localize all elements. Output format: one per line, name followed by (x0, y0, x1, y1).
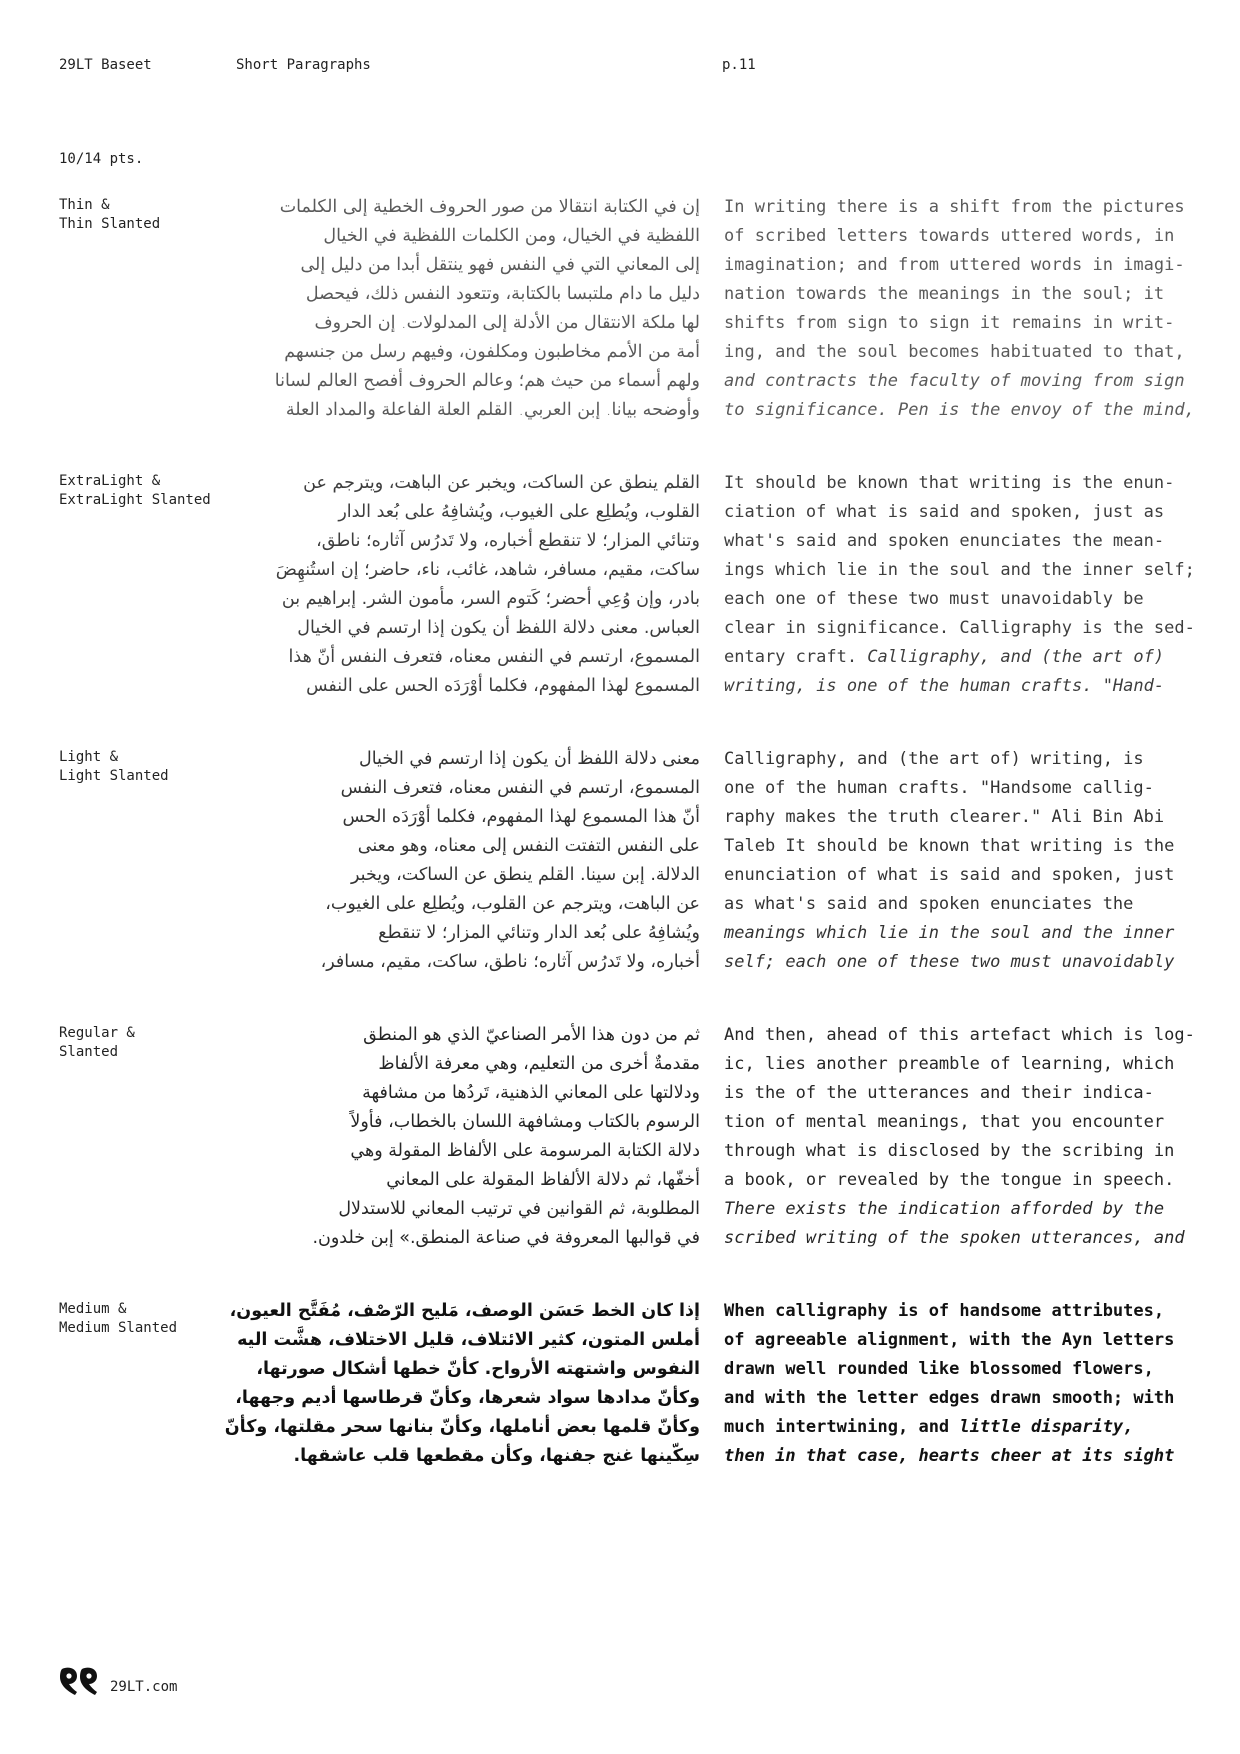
english-line: imagination; and from uttered words in imagi- (724, 255, 1185, 275)
english-sample-thin (724, 193, 1194, 425)
english-line: through what is disclosed by the scribing in (724, 1141, 1175, 1161)
arabic-line: على النفس التفتت النفس إلى معناه، وهو معنى (357, 836, 700, 856)
weight-label-line1: Regular & (59, 1025, 135, 1041)
english-line: of scribed letters towards uttered words, in (724, 226, 1175, 246)
arabic-line: ولهم أسماء من حيث هم؛ وعالم الحروف أفصح العالم لسانا (274, 371, 700, 391)
english-line: tion of mental meanings, that you encounter (724, 1112, 1165, 1132)
arabic-line: العباس. معنى دلالة اللفظ أن يكون إذا ارتسم في الخيال (297, 618, 700, 638)
arabic-line: أنّ هذا المسموع لهذا المفهوم، فكلما أوْرَدَه الحس (342, 807, 700, 827)
font-name: 29LT Baseet (59, 57, 152, 73)
english-line: Taleb It should be known that writing is the (724, 836, 1175, 856)
english-italic-line: and contracts the faculty of moving from sign (724, 371, 1185, 391)
arabic-line: عن الباهت، ويترجم عن القلوب، ويُطلِع على الغيوب، (325, 894, 700, 914)
weight-label-line1: ExtraLight & (59, 473, 161, 489)
arabic-line: معنى دلالة اللفظ أن يكون إذا ارتسم في الخيال (359, 749, 700, 769)
arabic-line: أخباره، ولا تَدرُس آثاره؛ ناطق، ساكت، مقيم، مسافر، (320, 952, 700, 972)
english-line: one of the human crafts. "Handsome callig- (724, 778, 1154, 798)
section-title: Short Paragraphs (236, 57, 371, 73)
weight-label-medium (59, 1300, 177, 1338)
english-line: what's said and spoken enunciates the mean- (724, 531, 1165, 551)
arabic-line: ثم من دون هذا الأمر الصناعيّ الذي هو المنطق (363, 1025, 700, 1045)
english-segment: much intertwining, and (724, 1417, 960, 1437)
english-sample-extralight (724, 469, 1194, 701)
english-italic-segment: little disparity, (959, 1417, 1134, 1437)
arabic-line: المسموع، ارتسم في النفس معناه، فتعرف النفس أنّ هذا (288, 647, 700, 667)
english-italic-line: There exists the indication afforded by the (724, 1199, 1165, 1219)
arabic-line: دليل ما دام ملتبسا بالكتابة، وتتعود النفس ذلك، فيحصل (305, 284, 700, 304)
english-line: Calligraphy, and (the art of) writing, is (724, 749, 1144, 769)
english-line: of agreeable alignment, with the Ayn letters (724, 1330, 1175, 1350)
english-line: ing, and the soul becomes habituated to that, (724, 342, 1185, 362)
english-line: as what's said and spoken enunciates the (724, 894, 1134, 914)
arabic-line: الدلالة. إبن سينا. القلم ينطق عن الساكت، ويخبر (351, 865, 700, 885)
weight-label-line2: ExtraLight Slanted (59, 492, 211, 508)
english-line: and with the letter edges drawn smooth; with (724, 1388, 1175, 1408)
english-line: raphy makes the truth clearer." Ali Bin Abi (724, 807, 1165, 827)
arabic-sample-thin (224, 193, 700, 425)
weight-label-light (59, 748, 169, 786)
29lt-quote-logo-icon (58, 1667, 102, 1697)
weight-label-thin (59, 196, 160, 234)
weight-label-extralight (59, 472, 211, 510)
english-line: It should be known that writing is the enun- (724, 473, 1175, 493)
weight-label-line2: Light Slanted (59, 768, 169, 784)
arabic-line: وأوضحه بيانا. إبن العربي. القلم العلة الفاعلة والمداد العلة (285, 400, 700, 420)
english-italic-segment: Calligraphy, and (the art of) (867, 647, 1165, 667)
weight-label-line2: Slanted (59, 1044, 119, 1060)
english-line: In writing there is a shift from the pictures (724, 197, 1185, 217)
weight-label-line1: Thin & (59, 197, 110, 213)
arabic-line: وكأنّ قلمها بعض أناملها، وكأنّ بنانها سحر مقلتها، وكأنّ (224, 1417, 700, 1437)
english-sample-light (724, 745, 1194, 977)
english-italic-line: scribed writing of the spoken utterances, and (724, 1228, 1185, 1248)
arabic-line: وتنائي المزار؛ لا تنقطع أخباره، ولا تَدرُس آثاره؛ ناطق، (316, 531, 700, 551)
english-line: shifts from sign to sign it remains in writ- (724, 313, 1175, 333)
arabic-line: ودلالتها على المعاني الذهنية، تَردُها من مشافهة (362, 1083, 700, 1103)
english-sample-regular (724, 1021, 1194, 1253)
arabic-line: سِكّينها غنج جفنها، وكأن مقطعها قلب عاشقها. (293, 1446, 700, 1466)
arabic-line: المسموع لهذا المفهوم، فكلما أوْرَدَه الحس على النفس (306, 676, 700, 696)
english-line: enunciation of what is said and spoken, just (724, 865, 1175, 885)
english-line: nation towards the meanings in the soul; it (724, 284, 1165, 304)
arabic-line: القلوب، ويُطلِع على الغيوب، ويُشافِهُ على بُعد الدار (338, 502, 700, 522)
arabic-line: اللفظية في الخيال، ومن الكلمات اللفظية في الخيال (323, 226, 700, 246)
english-line: ciation of what is said and spoken, just as (724, 502, 1165, 522)
english-italic-line: writing, is one of the human crafts. "Hand- (724, 676, 1165, 696)
arabic-line: دلالة الكتابة المرسومة على الألفاظ المقولة وهي (350, 1141, 700, 1161)
english-line: drawn well rounded like blossomed flowers, (724, 1359, 1154, 1379)
weight-label-line2: Thin Slanted (59, 216, 161, 232)
english-line: ic, lies another preamble of learning, which (724, 1054, 1175, 1074)
arabic-sample-regular (224, 1021, 700, 1253)
weight-label-line1: Light & (59, 749, 119, 765)
arabic-line: إن في الكتابة انتقالا من صور الحروف الخطية إلى الكلمات (279, 197, 700, 217)
arabic-line: إلى المعاني التي في النفس فهو ينتقل أبدا من دليل إلى (300, 255, 700, 275)
english-line: is the of the utterances and their indica- (724, 1083, 1154, 1103)
english-sample-medium (724, 1297, 1194, 1471)
arabic-line: المطلوبة، ثم القوانين في ترتيب المعاني للاستدلال (338, 1199, 700, 1219)
arabic-sample-extralight (224, 469, 700, 701)
arabic-line: ساكت، مقيم، مسافر، شاهد، غائب، ناء، حاضر؛ إن استُنهِضَ (275, 560, 700, 580)
arabic-line: بادر، وإن وُعِي أحضر؛ كَتوم السر، مأمون الشر. إبراهيم بن (281, 589, 700, 609)
arabic-line: إذا كان الخط حَسَن الوصف، مَليح الرّصْف، مُفَتَّح العيون، (229, 1301, 700, 1321)
english-italic-line: self; each one of these two must unavoidably (724, 952, 1175, 972)
arabic-line: الرسوم بالكتاب ومشافهة اللسان بالخطاب، فأولاً (350, 1112, 700, 1132)
arabic-line: مقدمةٌ أخرى من التعليم، وهي معرفة الألفاظ (378, 1054, 700, 1074)
arabic-line: أمة من الأمم مخاطبون ومكلفون، وفيهم رسل من جنسهم (284, 342, 700, 362)
arabic-sample-light (224, 745, 700, 977)
footer (58, 1667, 177, 1697)
arabic-line: القلم ينطق عن الساكت، ويخبر عن الباهت، ويترجم عن (303, 473, 700, 493)
english-italic-line: then in that case, hearts cheer at its sight (724, 1446, 1175, 1466)
point-size-label: 10/14 pts. (59, 151, 144, 167)
arabic-sample-medium (224, 1297, 700, 1471)
arabic-line: أملس المتون، كثير الائتلاف، قليل الاختلاف، هشَّت اليه (237, 1330, 700, 1350)
english-segment: entary craft. (724, 647, 868, 667)
weight-label-regular (59, 1024, 135, 1062)
arabic-line: في قوالبها المعروفة في صناعة المنطق.» إبن خلدون. (312, 1228, 700, 1248)
page-number: p.11 (722, 57, 756, 73)
weight-label-line1: Medium & (59, 1301, 127, 1317)
arabic-line: النفوس واشتهته الأرواح. كأنّ خطها أشكال صورتها، (256, 1359, 700, 1379)
english-italic-line: to significance. Pen is the envoy of the mind, (724, 400, 1195, 420)
arabic-line: المسموع، ارتسم في النفس معناه، فتعرف النفس (340, 778, 700, 798)
arabic-line: أخفّها، ثم دلالة الألفاظ المقولة على المعاني (386, 1170, 700, 1190)
english-line: When calligraphy is of handsome attributes, (724, 1301, 1165, 1321)
arabic-line: لها ملكة الانتقال من الأدلة إلى المدلولات. إن الحروف (314, 313, 700, 333)
english-mixed-line (724, 643, 1194, 672)
arabic-line: ويُشافِهُ على بُعد الدار وتنائي المزار؛ لا تنقطع (378, 923, 700, 943)
arabic-line: وكأنّ مدادها سواد شعرها، وكأنّ قرطاسها أديم وجهها، (235, 1388, 700, 1408)
footer-url: 29LT.com (110, 1679, 178, 1695)
weight-label-line2: Medium Slanted (59, 1320, 178, 1336)
english-line: clear in significance. Calligraphy is the sed- (724, 618, 1195, 638)
english-line: a book, or revealed by the tongue in speech. (724, 1170, 1175, 1190)
english-italic-line: meanings which lie in the soul and the inner (724, 923, 1175, 943)
english-line: And then, ahead of this artefact which is log- (724, 1025, 1195, 1045)
english-mixed-line (724, 1413, 1194, 1442)
english-line: ings which lie in the soul and the inner self; (724, 560, 1195, 580)
english-line: each one of these two must unavoidably be (724, 589, 1144, 609)
